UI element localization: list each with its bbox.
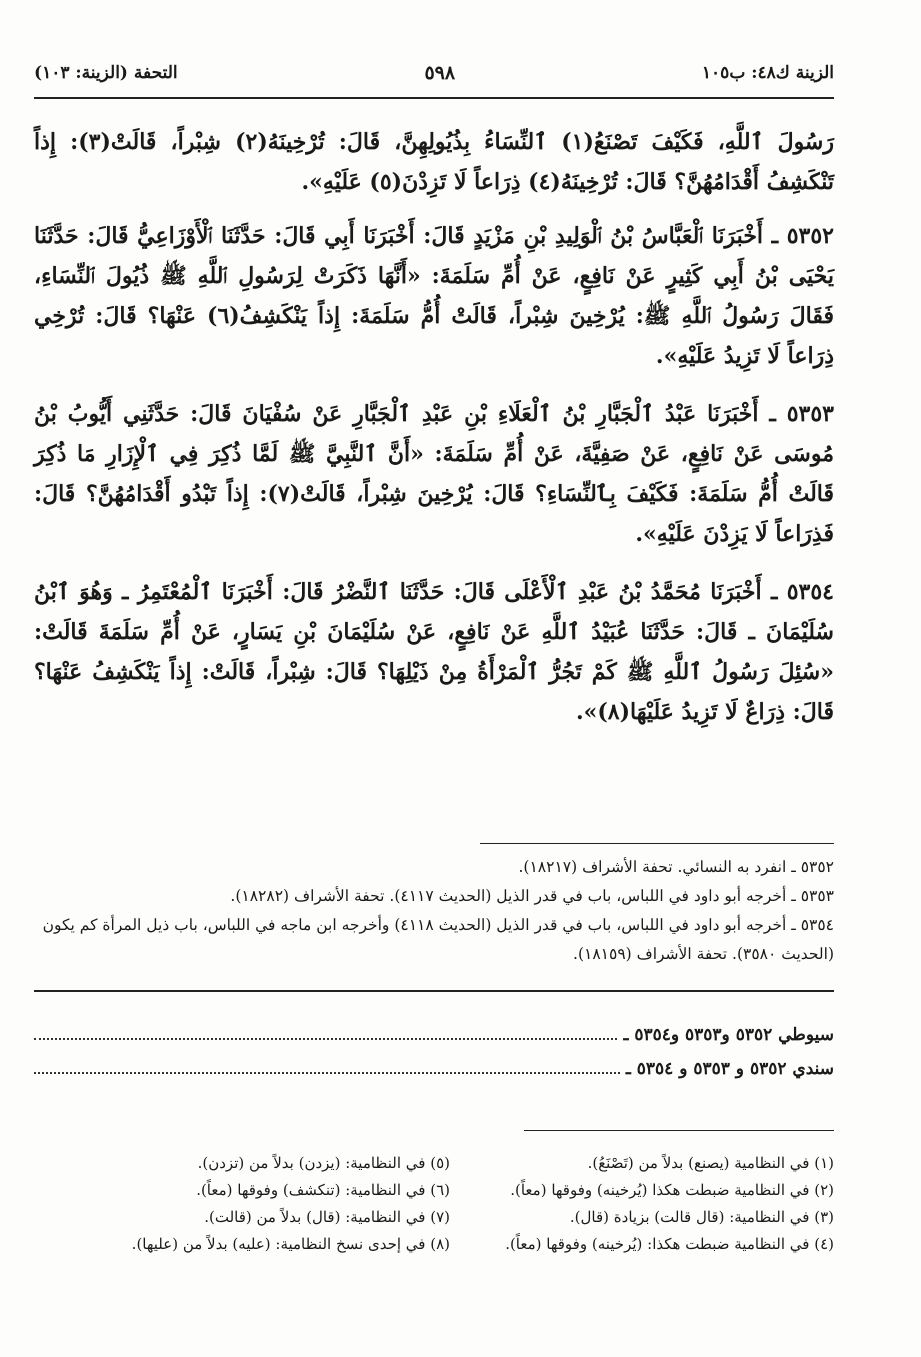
references-rule <box>480 843 834 844</box>
hadith-continuation: رَسُولَ ٱللَّهِ، فَكَيْفَ تَصْنَعُ(١) ٱلنِّسَاءُ بِذُيُولِهِنَّ، قَالَ: تُرْخِينَهُ(٢) شِبْراً، قَالَتْ(٣): إِذاً تَنْكَشِفُ أَقْدَامُهُنَّ؟ قَالَ: تُرْخِينَهُ(٤) ذِرَاعاً لَا تَزِدْنَ(٥) عَلَيْهِ». <box>34 129 834 195</box>
variant-notes <box>110 1150 834 1258</box>
note-1: (١) في النظامية (يصنع) بدلاً من (تَصْنَعُ). <box>587 1154 834 1172</box>
dotted-leader <box>34 1071 620 1074</box>
commentary-crossrefs <box>34 1018 834 1086</box>
note-2: (٢) في النظامية ضبطت هكذا (يُرخينه) وفوقها (معاً). <box>510 1181 834 1199</box>
crossref-label: سندي ٥٣٥٢ و ٥٣٥٣ و ٥٣٥٤ ـ <box>625 1059 834 1079</box>
hadith-text <box>34 122 834 732</box>
note-4: (٤) في النظامية ضبطت هكذا: (يُرخينه) وفوقها (معاً). <box>505 1235 834 1253</box>
notes-column-left <box>110 1150 450 1258</box>
hadith-body: ـ أَخْبَرَنَا ٱلْعَبَّاسُ بْنُ ٱلْوَلِيدِ بْنِ مَزْيَدٍ قَالَ: أَخْبَرَنَا أَبِي قَالَ: حَدَّثَنَا ٱلْأَوْزَاعِيُّ قَالَ: حَدَّثَنَا يَحْيَى بْنُ أَبِي كَثِيرٍ عَنْ نَافِعٍ، عَنْ أُمِّ سَلَمَةَ: «أَنَّهَا ذَكَرَتْ لِرَسُولِ ٱللَّهِ ﷺ ذُيُولَ ٱلنِّسَاءِ، فَقَالَ رَسُولُ ٱللَّهِ ﷺ: يُرْخِينَ شِبْراً، قَالَتْ أُمُّ سَلَمَةَ: إِذاً يَنْكَشِفُ(٦) عَنْهَا؟ قَالَ: تُرْخِي ذِرَاعاً لَا تَزِيدُ عَلَيْهِ». <box>34 223 835 369</box>
dotted-leader <box>34 1037 617 1040</box>
hadith-body: ـ أَخْبَرَنَا مُحَمَّدُ بْنُ عَبْدِ ٱلْأَعْلَى قَالَ: حَدَّثَنَا ٱلنَّضْرُ قَالَ: أَخْبَرَنَا ٱلْمُعْتَمِرُ ـ وَهُوَ ٱبْنُ سُلَيْمَانَ ـ قَالَ: حَدَّثَنَا عُبَيْدُ ٱللَّهِ عَنْ نَافِعٍ، عَنْ سُلَيْمَانَ بْنِ يَسَارٍ، عَنْ أُمِّ سَلَمَةَ قَالَتْ: «سُئِلَ رَسُولُ ٱللَّهِ ﷺ كَمْ تَجُرُّ ٱلْمَرْأَةُ مِنْ ذَيْلِهَا؟ قَالَ: شِبْراً، قَالَتْ: إِذاً يَنْكَشِفُ عَنْهَا؟ قَالَ: ذِرَاعٌ لَا تَزِيدُ عَلَيْهَا(٨)». <box>34 579 834 725</box>
reference-5353: ٥٣٥٣ ـ أخرجه أبو داود في اللباس، باب في قدر الذيل (الحديث ٤١١٧). تحفة الأشراف (١٨٢٨٢). <box>230 887 834 905</box>
notes-rule <box>524 1130 834 1131</box>
note-3: (٣) في النظامية: (قال قالت) بزيادة (قال). <box>569 1208 834 1226</box>
hadith-number: ٥٣٥٢ <box>786 223 834 249</box>
reference-5352: ٥٣٥٢ ـ انفرد به النسائي. تحفة الأشراف (١٨٢١٧). <box>518 858 834 876</box>
crossref-suyuti <box>34 1018 834 1052</box>
hadith-number: ٥٣٥٣ <box>786 401 834 427</box>
hadith-5352 <box>34 216 834 376</box>
crossref-label: سيوطي ٥٣٥٢ و٥٣٥٣ و٥٣٥٤ ـ <box>623 1025 834 1045</box>
takhrij-references <box>34 853 834 969</box>
header-rule <box>34 97 834 99</box>
page-header <box>34 58 834 88</box>
hadith-5353 <box>34 394 834 554</box>
section-rule <box>34 990 834 992</box>
crossref-sindi <box>34 1052 834 1086</box>
note-8: (٨) في إحدى نسخ النظامية: (عليه) بدلاً من (عليها). <box>131 1235 450 1253</box>
hadith-number: ٥٣٥٤ <box>786 579 834 605</box>
tuhfa-reference: التحفة (الزينة: ١٠٣) <box>34 63 178 83</box>
note-6: (٦) في النظامية: (تنكشف) وفوقها (معاً). <box>196 1181 450 1199</box>
reference-5354: ٥٣٥٤ ـ أخرجه أبو داود في اللباس، باب في قدر الذيل (الحديث ٤١١٨) وأخرجه ابن ماجه في اللباس، باب ذيل المرأة كم يكون (الحديث ٣٥٨٠). تحفة الأشراف (١٨١٥٩). <box>42 916 834 963</box>
hadith-body: ـ أَخْبَرَنَا عَبْدُ ٱلْجَبَّارِ بْنُ ٱلْعَلَاءِ بْنِ عَبْدِ ٱلْجَبَّارِ عَنْ سُفْيَانَ قَالَ: حَدَّثَنِي أَيُّوبُ بْنُ مُوسَى عَنْ نَافِعٍ، عَنْ صَفِيَّةَ، عَنْ أُمِّ سَلَمَةَ: «أَنَّ ٱلنَّبِيَّ ﷺ لَمَّا ذُكِرَ فِي ٱلْإِزَارِ مَا ذُكِرَ قَالَتْ أُمُّ سَلَمَةَ: فَكَيْفَ بِٱلنِّسَاءِ؟ قَالَ: يُرْخِينَ شِبْراً، قَالَتْ(٧): إِذاً تَبْدُو أَقْدَامُهُنَّ؟ قَالَ: فَذِرَاعاً لَا يَزِدْنَ عَلَيْهِ». <box>34 401 834 547</box>
page-number: ٥٩٨ <box>424 62 456 84</box>
chapter-reference: الزينة ك٤٨: ب١٠٥ <box>701 63 834 83</box>
hadith-5354 <box>34 572 834 732</box>
note-7: (٧) في النظامية: (قال) بدلاً من (قالت). <box>204 1208 450 1226</box>
notes-column-right <box>494 1150 834 1258</box>
note-5: (٥) في النظامية: (يزدن) بدلاً من (تزدن). <box>197 1154 450 1172</box>
